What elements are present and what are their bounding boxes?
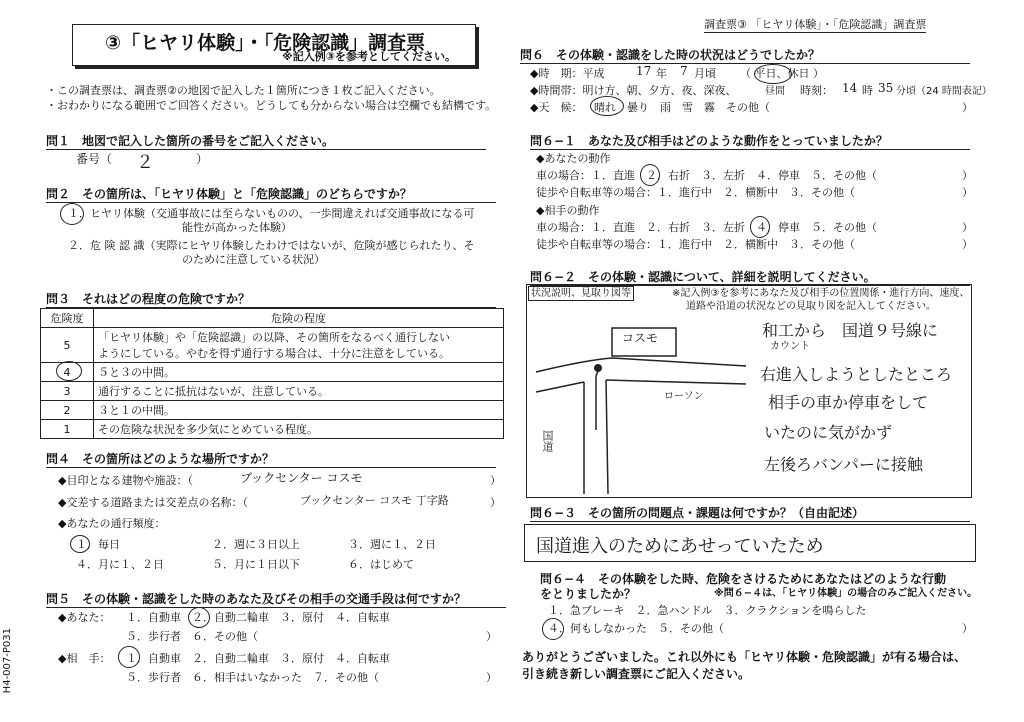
q62-note-1: ※記入例③を参考にあなた及び相手の位置関係・進行方向、速度、	[672, 288, 970, 299]
q4-freq-2: ２．週に３日以上	[212, 538, 300, 551]
q61-you-circle	[640, 164, 660, 186]
col-level: 危険度	[41, 309, 94, 328]
q61-other-walk: 徒歩や自転車等の場合：１．進行中 ２．横断中 ３．その他（	[536, 238, 855, 251]
q5-other-circle	[118, 646, 140, 668]
vehicle-mark	[594, 364, 602, 372]
q62-hand-5: いたのに気がかず	[764, 423, 893, 442]
q6-weather-circle	[590, 96, 624, 116]
q61-you-head: ◆あなたの動作	[536, 152, 611, 165]
q6-time-hour-unit: 時	[862, 84, 873, 97]
vehicle-path	[596, 366, 600, 430]
table-row	[41, 363, 504, 382]
level-cell: 4	[41, 363, 94, 382]
q4-freq-4: ４．月に１、２日	[76, 558, 164, 571]
q3-heading: 問３ それはどの程度の危険ですか？	[46, 290, 496, 308]
q4-landmark-answer: ブックセンター コスモ	[240, 471, 363, 485]
table-row	[41, 382, 504, 401]
q62-heading: 問６−２ その体験・認識について、詳細を説明してください。	[530, 268, 970, 286]
q2-option-2b: のために注意している状況）	[182, 253, 325, 266]
desc-text-2: ようにしている。やむを得ず通行する場合は、十分に注意をしている。	[98, 347, 450, 360]
q62-map-road: 国道	[541, 430, 554, 452]
level-cell: 3	[41, 382, 94, 401]
q1-label: 番号（	[76, 152, 113, 166]
table-row	[41, 401, 504, 420]
q6-weather-options: 晴れ 曇り 雨 雪 霧 その他（	[594, 101, 770, 114]
q64-heading-2: をとりましたか？	[540, 587, 637, 601]
intro-line-2: ・おわかりになる範囲でご回答ください。どうしても分からない場合は空欄でも結構です。	[46, 99, 497, 112]
road-line-bottom	[536, 380, 746, 392]
q61-you-walk-close: ）	[962, 186, 973, 199]
col-desc: 危険の程度	[94, 309, 504, 328]
q6-time-hour: 14	[842, 81, 858, 95]
road-line-top	[536, 358, 746, 372]
q1-close: ）	[196, 152, 209, 166]
q64-row-2: ４．何もしなかった ５．その他（	[548, 622, 724, 635]
q5-you-row-1: １．自動車 ２．自動二輪車 ３．原付 ４．自転車	[126, 611, 390, 624]
q6-time-answer: 昼間	[765, 86, 785, 97]
q62-box-label: 状況説明、見取り図等	[528, 286, 634, 301]
q62-map-cosmo: コスモ	[622, 331, 659, 345]
danger-table	[40, 308, 504, 439]
q64-row-1: １．急ブレーキ ２．急ハンドル ３．クラクションを鳴らした	[548, 604, 867, 617]
q61-other-walk-close: ）	[962, 238, 973, 251]
q5-other-close: ）	[486, 671, 497, 684]
q6-weekday-circle	[754, 64, 792, 84]
q1-heading: 問１ 地図で記入した箇所の番号をご記入ください。	[46, 132, 486, 150]
q4-freq-label: ◆あなたの通行頻度：	[58, 517, 166, 530]
q4-freq-6: ６．はじめて	[348, 558, 414, 571]
q5-you-label: ◆あなた：	[58, 611, 111, 624]
q61-other-head: ◆相手の動作	[536, 204, 600, 217]
q61-other-car-close: ）	[962, 221, 973, 234]
q62-hand-3: 右進入しようとしたところ	[760, 365, 953, 384]
table-header-row	[41, 309, 504, 328]
q6-period-mid: 年	[656, 67, 667, 80]
q61-other-car: 車の場合：１．直進 ２．右折 ３．左折 ４．停車 ５．その他（	[536, 221, 877, 234]
q62-map-lawson: ローソン	[664, 391, 704, 402]
header-right: 調査票③ 「ヒヤリ体験」・「危険認識」調査票	[704, 18, 927, 31]
q6-time-label: ◆時間帯：明け方、朝、夕方、夜、深夜、	[530, 84, 737, 97]
q61-heading: 問６−１ あなた及び相手はどのような動作をとっていましたか？	[530, 132, 970, 150]
q62-hand-6: 左後ろバンパーに接触	[764, 455, 923, 474]
q6-time-min: 35	[878, 81, 894, 95]
page-title: ③「ヒヤリ体験」・「危険認識」調査票	[105, 32, 426, 54]
q6-period-label: ◆時 期：平成	[530, 67, 605, 80]
q64-heading: 問６−４ その体験をした時、危険をさけるためにあなたはどのような行動	[540, 572, 947, 586]
q4-road-close: ）	[490, 496, 501, 509]
q6-period-end: 月頃	[694, 67, 716, 80]
q3-selected-circle	[56, 361, 82, 381]
q6-period-month: 7	[680, 64, 688, 78]
level-cell: 5	[41, 328, 94, 363]
q4-road-label: ◆交差する道路または交差点の名称：（	[58, 496, 248, 509]
q62-note-2: 道路や沿道の状況などの見取り図を記入してください。	[686, 301, 936, 312]
q4-road-answer: ブックセンター コスモ 丁字路	[300, 494, 449, 507]
level-cell: 2	[41, 401, 94, 420]
q6-time-min-unit: 分頃（24 時間表記）	[896, 86, 992, 97]
q64-note: ※問６−４は、「ヒヤリ体験」の場合のみご記入ください。	[714, 588, 978, 599]
q4-freq-3: ３．週に１、２日	[348, 538, 436, 551]
q6-weather-close: ）	[962, 101, 973, 114]
desc-cell: その危険な状況を多少気にとめている程度。	[94, 420, 504, 439]
q1-answer: ２	[136, 152, 154, 173]
q2-option-2: ２．危 険 認 識（実際にヒヤリ体験したわけではないが、危険が感じられたり、そ	[68, 239, 475, 252]
desc-text: 「ヒヤリ体験」や「危険認識」の以降、その箇所をなるべく通行しない	[98, 331, 450, 344]
q2-option-1: １．ヒヤリ体験（交通事故には至らないものの、一歩間違えれば交通事故になる可	[68, 207, 475, 220]
intro-line-1: ・この調査票は、調査票②の地図で記入した１箇所につき１枚ご記入ください。	[46, 84, 441, 97]
q6-heading: 問６ その体験・認識をした時の状況はどうでしたか？	[520, 46, 970, 64]
q4-landmark-label: ◆目印となる建物や施設：（	[58, 474, 193, 487]
q4-freq-5: ５．月に１日以下	[212, 558, 300, 571]
q61-you-car: 車の場合：１．直進 ２．右折 ３．左折 ４．停車 ５．その他（	[536, 169, 877, 182]
q63-heading: 問６−３ その箇所の問題点・課題は何ですか？（自由記述）	[530, 504, 970, 522]
q62-hand-1: 和工から 国道９号線に	[762, 321, 939, 340]
q64-close: ）	[962, 622, 973, 635]
q4-heading: 問４ その箇所はどのような場所ですか？	[46, 450, 496, 468]
q4-freq-1: １．毎日	[76, 538, 120, 551]
q4-landmark-close: ）	[490, 474, 501, 487]
q2-option-1b: 能性が高かった体験）	[182, 221, 292, 234]
q6-time-clock: 時刻：	[800, 84, 833, 97]
table-row	[41, 328, 504, 363]
q6-period-year: 17	[636, 64, 652, 78]
q6-weather-label: ◆天 候：	[530, 101, 583, 114]
q5-you-close: ）	[486, 630, 497, 643]
q61-other-circle	[750, 216, 770, 238]
q5-heading: 問５ その体験・認識をした時のあなた及びその相手の交通手段は何ですか？	[46, 590, 506, 608]
q2-heading: 問２ その箇所は、「ヒヤリ体験」と「危険認識」のどちらですか？	[46, 185, 496, 203]
level-cell: 1	[41, 420, 94, 439]
q5-other-row-1: １．自動車 ２．自動二輪車 ３．原付 ４．自転車	[126, 652, 390, 665]
title-note: ※記入例③を参考としてください。	[282, 50, 457, 63]
q5-you-row-2: ５．歩行者 ６．その他（	[126, 630, 258, 643]
q63-answer: 国道進入のためにあせっていたため	[536, 536, 824, 557]
desc-cell: ３と１の中間。	[94, 401, 504, 420]
table-row	[41, 420, 504, 439]
thanks-line-1: ありがとうございました。これ以外にも「ヒヤリ体験・危険認識」が有る場合は、	[522, 650, 967, 664]
q61-you-walk: 徒歩や自転車等の場合：１．進行中 ２．横断中 ３．その他（	[536, 186, 855, 199]
desc-cell: 通行することに抵抗はないが、注意している。	[94, 382, 504, 401]
thanks-line-2: 引き続き新しい調査票にご記入ください。	[522, 667, 751, 681]
side-code: H4-007-P031	[2, 628, 13, 694]
q62-hand-4: 相手の車か停車をして	[768, 393, 929, 412]
q5-other-label: ◆相 手：	[58, 652, 111, 665]
desc-cell	[94, 328, 504, 363]
desc-cell: ５と３の中間。	[94, 363, 504, 382]
q5-you-circle	[188, 607, 210, 628]
q6-weekday: （ 平日、休日 ）	[740, 67, 824, 80]
q61-you-car-close: ）	[962, 169, 973, 182]
q62-hand-2: カウント	[770, 341, 810, 352]
q5-other-row-2: ５．歩行者 ６．相手はいなかった ７．その他（	[126, 671, 379, 684]
